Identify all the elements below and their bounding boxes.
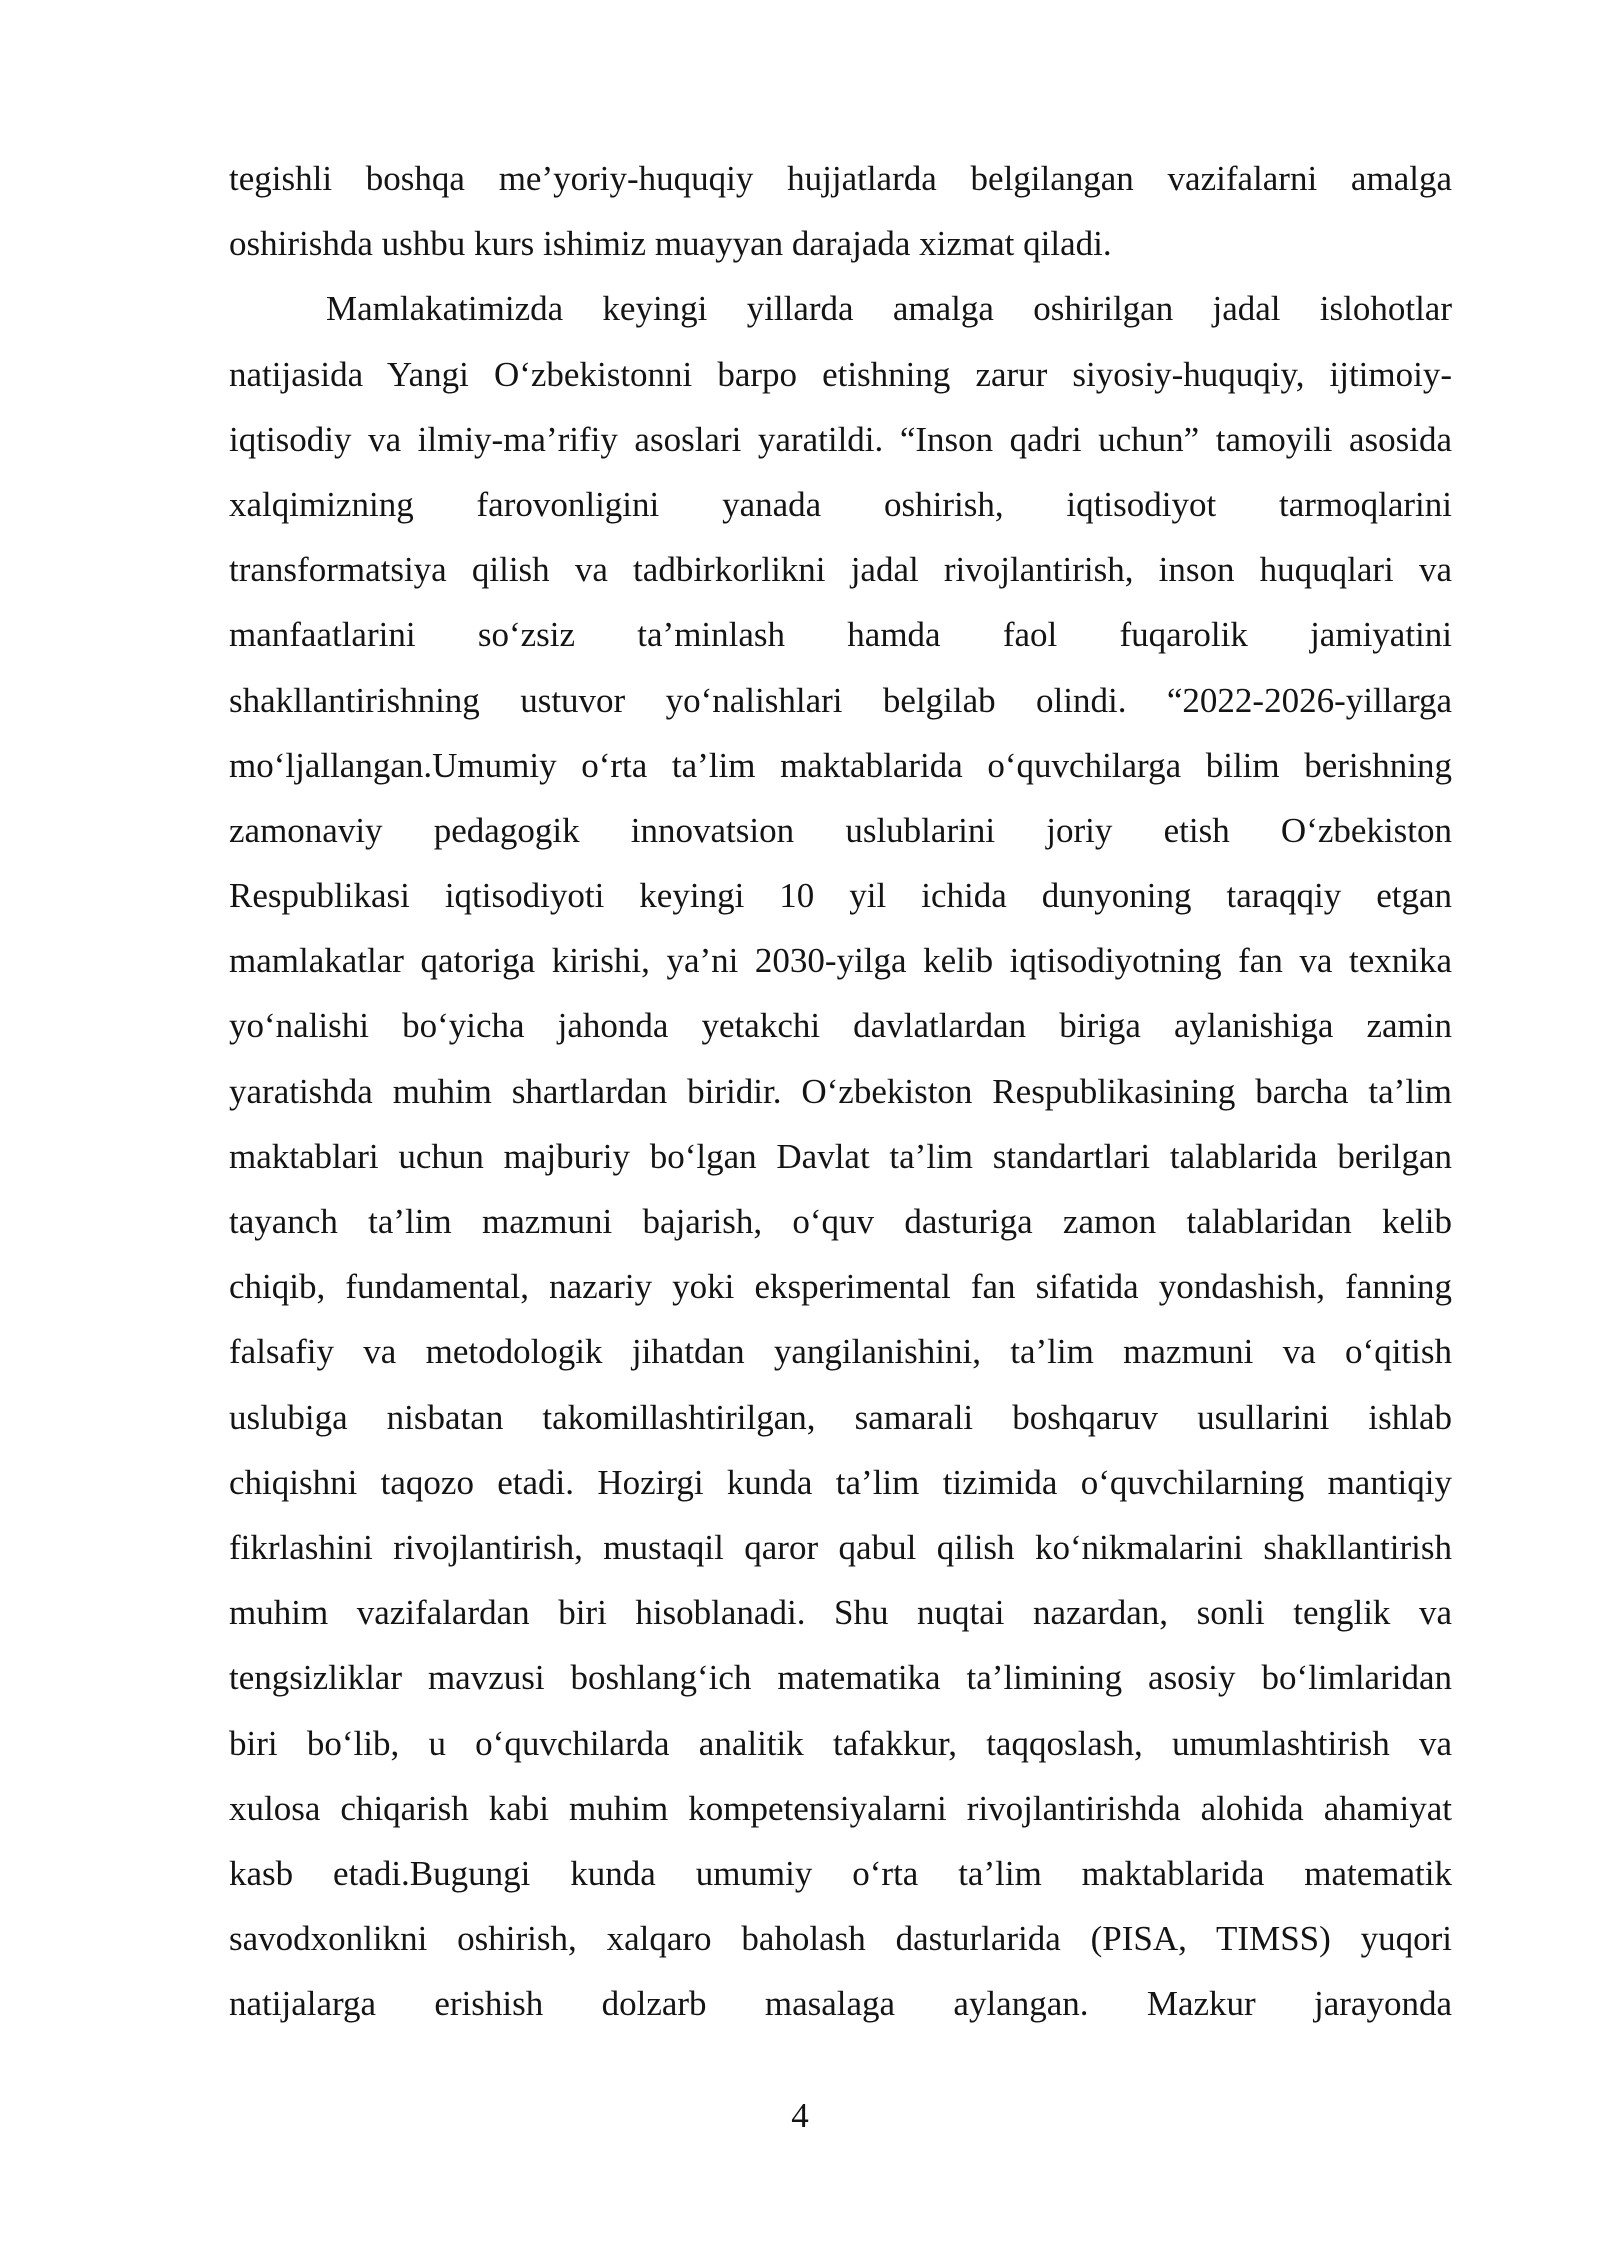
text-line: mo‘ljallangan.Umumiy o‘rta ta’lim maktablarida o‘quvchilarga bilim berishning (229, 745, 1452, 785)
text-line: fikrlashini rivojlantirish, mustaqil qaror qabul qilish ko‘nikmalarini shakllantirish (229, 1527, 1452, 1567)
text-line: oshirishda ushbu kurs ishimiz muayyan darajada xizmat qiladi. (229, 224, 1112, 264)
text-line: yo‘nalishi bo‘yicha jahonda yetakchi davlatlardan biriga aylanishiga zamin (229, 1006, 1452, 1046)
text-line: manfaatlarini so‘zsiz ta’minlash hamda faol fuqarolik jamiyatini (229, 615, 1452, 655)
text-line: tayanch ta’lim mazmuni bajarish, o‘quv dasturiga zamon talablaridan kelib (229, 1202, 1452, 1241)
page-number: 4 (791, 2096, 809, 2135)
text-line: Mamlakatimizda keyingi yillarda amalga oshirilgan jadal islohotlar (326, 289, 1452, 329)
text-line: uslubiga nisbatan takomillashtirilgan, samarali boshqaruv usullarini ishlab (229, 1397, 1452, 1437)
text-line: mamlakatlar qatoriga kirishi, ya’ni 2030-yilga kelib iqtisodiyotning fan va texnika (229, 941, 1452, 981)
text-line: tegishli boshqa me’yoriy-huquqiy hujjatlarda belgilangan vazifalarni amalga (229, 159, 1452, 198)
text-line: muhim vazifalardan biri hisoblanadi. Shu nuqtai nazardan, sonli tenglik va (229, 1593, 1452, 1633)
text-line: xalqimizning farovonligini yanada oshirish, iqtisodiyot tarmoqlarini (229, 484, 1452, 524)
text-line: chiqishni taqozo etadi. Hozirgi kunda ta’lim tizimida o‘quvchilarning mantiqiy (229, 1462, 1452, 1502)
text-line: natijalarga erishish dolzarb masalaga aylangan. Mazkur jarayonda (229, 1984, 1452, 2024)
text-line: shakllantirishning ustuvor yo‘nalishlari belgilab olindi. “2022-2026-yillarga (229, 680, 1452, 720)
text-line: biri bo‘lib, u o‘quvchilarda analitik tafakkur, taqqoslash, umumlashtirish va (229, 1723, 1452, 1763)
text-line: xulosa chiqarish kabi muhim kompetensiyalarni rivojlantirishda alohida ahamiyat (229, 1788, 1452, 1828)
text-line: transformatsiya qilish va tadbirkorlikni jadal rivojlantirish, inson huquqlari va (229, 550, 1452, 590)
text-line: zamonaviy pedagogik innovatsion uslublarini joriy etish O‘zbekiston (229, 810, 1452, 850)
text-line: savodxonlikni oshirish, xalqaro baholash dasturlarida (PISA, TIMSS) yuqori (229, 1919, 1452, 1959)
text-line: maktablari uchun majburiy bo‘lgan Davlat ta’lim standartlari talablarida berilgan (229, 1136, 1452, 1176)
text-line: natijasida Yangi O‘zbekistonni barpo etishning zarur siyosiy-huquqiy, ijtimoiy- (229, 354, 1452, 394)
text-line: iqtisodiy va ilmiy-ma’rifiy asoslari yaratildi. “Inson qadri uchun” tamoyili asosida (229, 419, 1452, 459)
text-line: falsafiy va metodologik jihatdan yangilanishini, ta’lim mazmuni va o‘qitish (229, 1332, 1452, 1372)
text-line: yaratishda muhim shartlardan biridir. O‘zbekiston Respublikasining barcha ta’lim (229, 1071, 1452, 1111)
body-text (229, 146, 1452, 2036)
text-line: chiqib, fundamental, nazariy yoki eksperimental fan sifatida yondashish, fanning (229, 1267, 1452, 1307)
text-line: tengsizliklar mavzusi boshlang‘ich matematika ta’limining asosiy bo‘limlaridan (229, 1658, 1452, 1698)
text-line: kasb etadi.Bugungi kunda umumiy o‘rta ta’lim maktablarida matematik (229, 1853, 1452, 1893)
text-line: Respublikasi iqtisodiyoti keyingi 10 yil ichida dunyoning taraqqiy etgan (229, 876, 1452, 916)
